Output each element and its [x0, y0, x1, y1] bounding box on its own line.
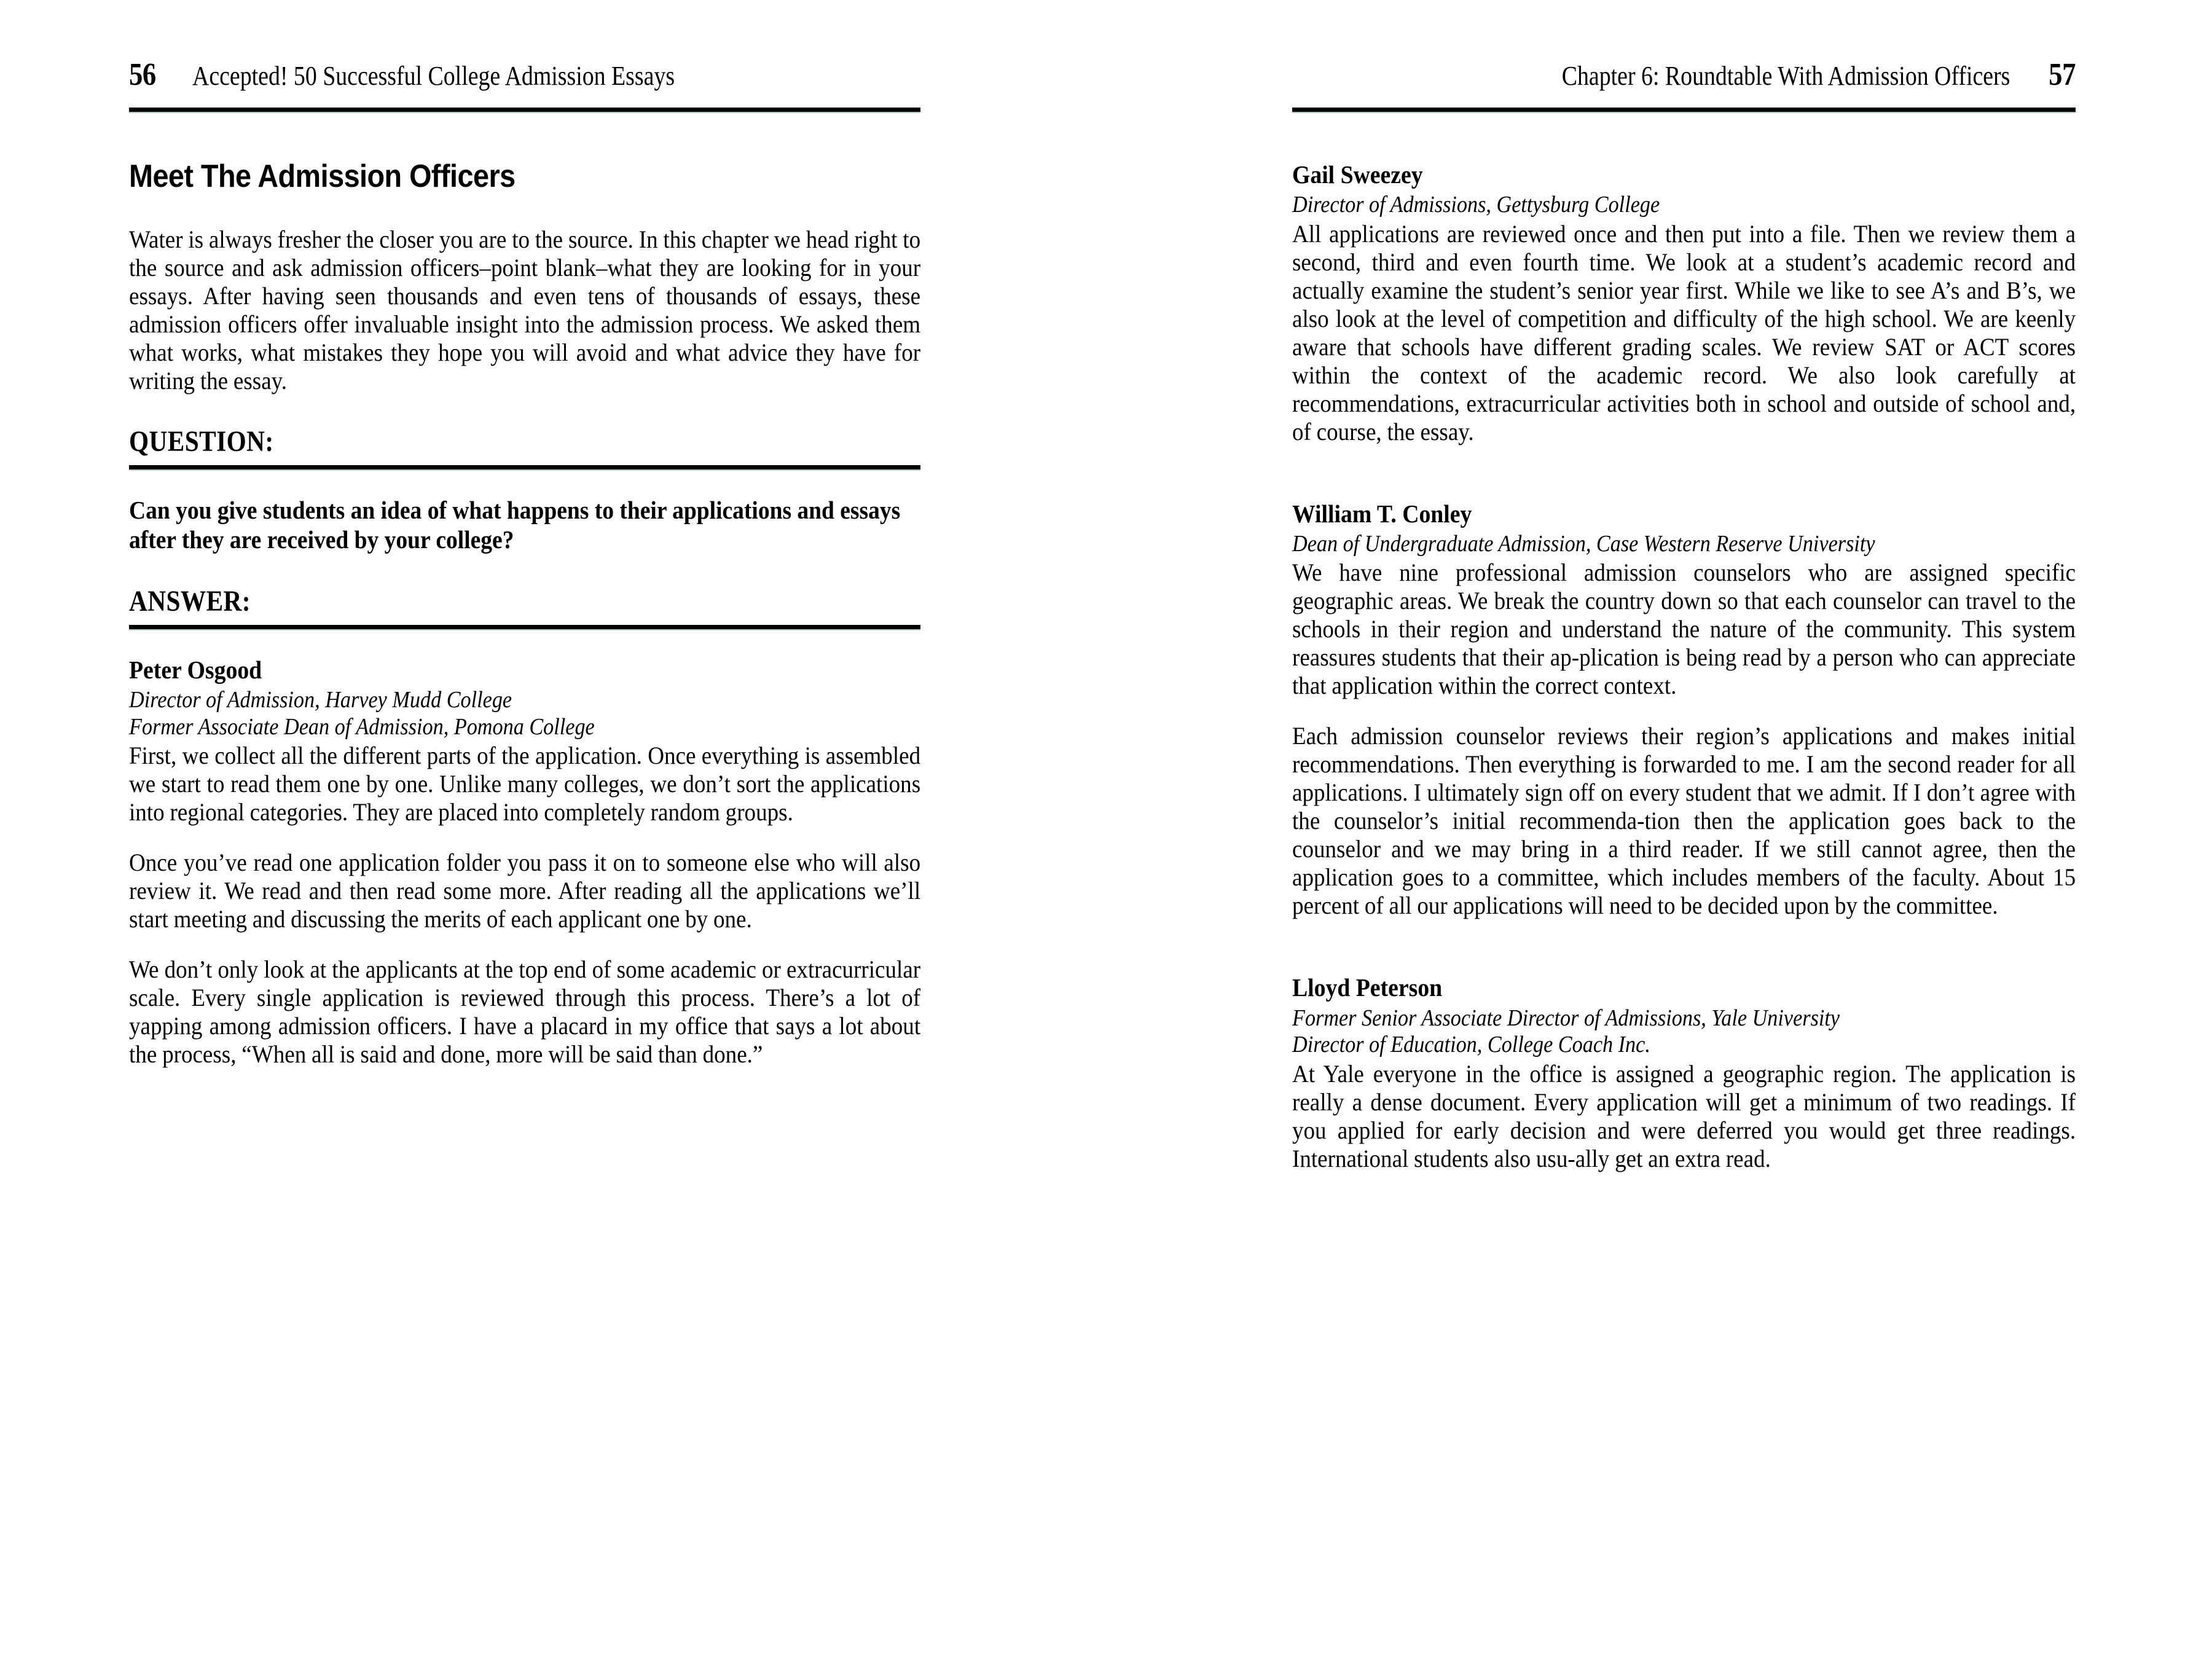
section-gap — [1292, 446, 2076, 499]
answer-label: ANSWER: — [129, 584, 251, 618]
page-number-right: 57 — [2049, 57, 2076, 92]
officer-name: Lloyd Peterson — [1292, 973, 1443, 1002]
question-rule — [129, 465, 920, 471]
officer-title-1: Dean of Undergraduate Admission, Case Western Reserve University — [1292, 530, 1875, 557]
officer-title-1: Director of Admission, Harvey Mudd College — [129, 687, 512, 713]
officer-entry — [1292, 973, 2076, 1172]
officer-name: William T. Conley — [1292, 499, 1472, 528]
officer-name: Gail Sweezey — [1292, 160, 1423, 189]
header-rule-left — [129, 108, 920, 113]
right-column — [1292, 160, 2076, 1173]
question-text: Can you give students an idea of what happens to their applications and essays after they are received by your college? — [129, 496, 901, 554]
officer-paragraph: We have nine professional admission counselors who are assigned specific geographic areas. We break the country down so that each counselor can travel to the schools in their region and understand the nature of the community. This system reassures students that their ap-plication is being read by a person who can appreciate that application within the correct context. — [1292, 559, 2076, 700]
page-right — [1106, 0, 2212, 1659]
running-head-left — [129, 59, 922, 102]
officer-paragraph: Each admission counselor reviews their region’s applications and makes initial recommendations. Then everything is forwarded to me. I am the second reader for all applications. I ultimately sign off on every student that we admit. If I don’t agree with the counselor’s initial recommenda-tion then the application goes back to the counselor and we may bring in a third reader. If we still cannot agree, then the application goes to a committee, which includes members of the faculty. About 15 percent of all our applications will need to be decided upon by the committee. — [1292, 722, 2076, 920]
running-title-right: Chapter 6: Roundtable With Admission Officers — [1561, 61, 2010, 91]
intro-paragraph: Water is always fresher the closer you are to the source. In this chapter we head right to the source and ask admission officers–point blank–what they are looking for in your essays. After having seen thousands and even tens of thousands of essays, these admission officers offer invaluable insight into the admission process. We asked them what works, what mistakes they hope you will avoid and what advice they have for writing the essay. — [129, 226, 921, 395]
question-label: QUESTION: — [129, 425, 274, 458]
officer-name: Peter Osgood — [129, 655, 262, 684]
officer-paragraph: First, we collect all the different parts of the application. Once everything is assembled we start to read them one by one. Unlike many colleges, we don’t sort the applications into regional categories. They are placed into completely random groups. — [129, 742, 921, 826]
officer-paragraph: At Yale everyone in the office is assigned a geographic region. The application is really a dense document. Every application will get a minimum of two readings. If you applied for early decision and were deferred you would get three readings. International students also usu-ally get an extra read. — [1292, 1059, 2076, 1172]
officer-title-2: Director of Education, College Coach Inc. — [1292, 1032, 1650, 1058]
officer-entry — [129, 655, 920, 1069]
officer-entry — [1292, 160, 2076, 446]
answer-block — [129, 584, 920, 630]
page-number-left: 56 — [129, 57, 156, 92]
officer-title-2: Former Associate Dean of Admission, Pomona College — [129, 713, 595, 740]
officer-paragraph: All applications are reviewed once and then put into a file. Then we review them a second, third and even fourth time. We look at a student’s academic record and actually examine the student’s senior year first. While we like to see A’s and B’s, we also look at the level of competition and difficulty of the high school. We are keenly aware that schools have different grading scales. We review SAT or ACT scores within the context of the academic record. We also look carefully at recommendations, extracurricular activities both in school and outside of school and, of course, the essay. — [1292, 219, 2076, 445]
officer-paragraph: We don’t only look at the applicants at the top end of some academic or extracurricular scale. Every single application is reviewed through this process. There’s a lot of yapping among admission officers. I have a placard in my office that says a lot about the process, “When all is said and done, more will be said than done.” — [129, 955, 921, 1069]
question-block — [129, 427, 920, 471]
left-column — [129, 160, 920, 1069]
running-title-left: Accepted! 50 Successful College Admission Essays — [192, 61, 675, 91]
section-gap — [1292, 920, 2076, 973]
officer-title-1: Former Senior Associate Director of Admissions, Yale University — [1292, 1005, 1840, 1031]
officer-paragraph: Once you’ve read one application folder you pass it on to someone else who will also review it. We read and then read some more. After reading all the applications we’ll start meeting and discussing the merits of each applicant one by one. — [129, 849, 921, 933]
header-rule-right — [1292, 108, 2076, 113]
officer-title-1: Director of Admissions, Gettysburg College — [1292, 192, 1660, 218]
answer-rule — [129, 625, 920, 630]
running-head-right — [1292, 59, 2076, 102]
page-title: Meet The Admission Officers — [129, 159, 516, 194]
officer-entry — [1292, 499, 2076, 920]
